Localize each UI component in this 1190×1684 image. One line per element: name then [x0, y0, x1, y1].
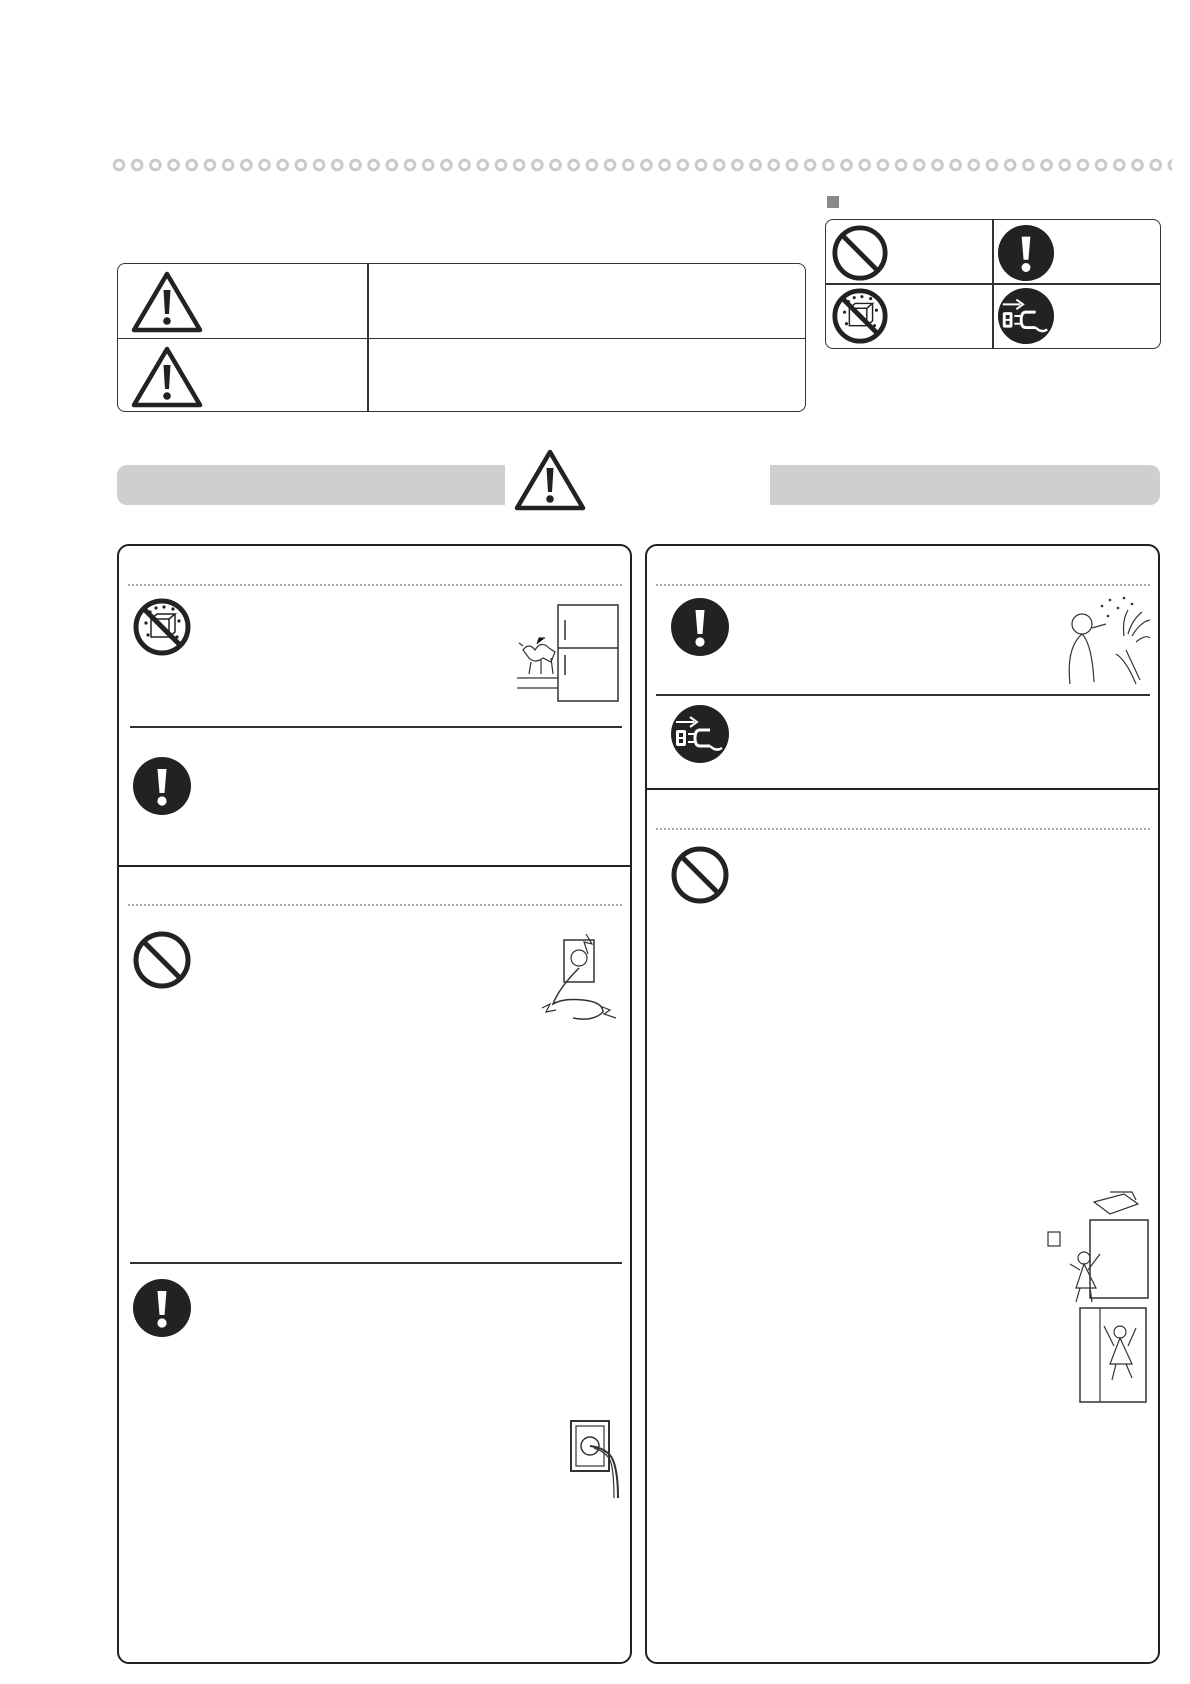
symbol-legend-table — [825, 219, 1161, 349]
unplug-icon — [997, 287, 1055, 345]
wall-outlet-plug-illustration — [568, 1418, 626, 1502]
item-separator — [130, 726, 622, 728]
legend-divider-v — [992, 220, 994, 348]
warning-triangle-icon — [514, 448, 586, 512]
section-header-bar-right — [770, 465, 1160, 505]
left-warning-panel — [117, 544, 632, 1664]
mandatory-icon — [132, 756, 192, 816]
prohibited-icon — [132, 930, 192, 990]
dotted-separator — [656, 828, 1150, 830]
person-spraying-illustration — [1052, 594, 1152, 690]
legend-bullet — [827, 196, 839, 208]
water-splash-fridge-illustration — [513, 600, 625, 705]
item-separator — [656, 694, 1150, 696]
no-water-icon — [132, 597, 192, 657]
signal-word-table — [117, 263, 806, 412]
dotted-separator — [128, 584, 622, 586]
signal-row-caution — [118, 338, 805, 412]
prohibited-icon — [670, 845, 730, 905]
dotted-title-rule — [112, 158, 1172, 172]
dotted-separator — [656, 584, 1150, 586]
section-separator — [117, 865, 632, 867]
damaged-cord-sparks-illustration — [540, 928, 632, 1028]
unplug-icon — [670, 704, 730, 764]
mandatory-icon — [997, 224, 1055, 282]
child-climbing-fridge-illustration — [1040, 1190, 1152, 1410]
caution-triangle-icon — [131, 345, 203, 409]
section-separator — [645, 788, 1160, 790]
dotted-separator — [128, 904, 622, 906]
prohibited-icon — [831, 224, 889, 282]
section-header-bar-left — [117, 465, 505, 505]
mandatory-icon — [132, 1278, 192, 1338]
table-divider — [367, 264, 369, 411]
mandatory-icon — [670, 597, 730, 657]
item-separator — [130, 1262, 622, 1264]
warning-triangle-icon — [131, 270, 203, 334]
no-water-icon — [831, 287, 889, 345]
signal-row-warning — [118, 264, 805, 338]
